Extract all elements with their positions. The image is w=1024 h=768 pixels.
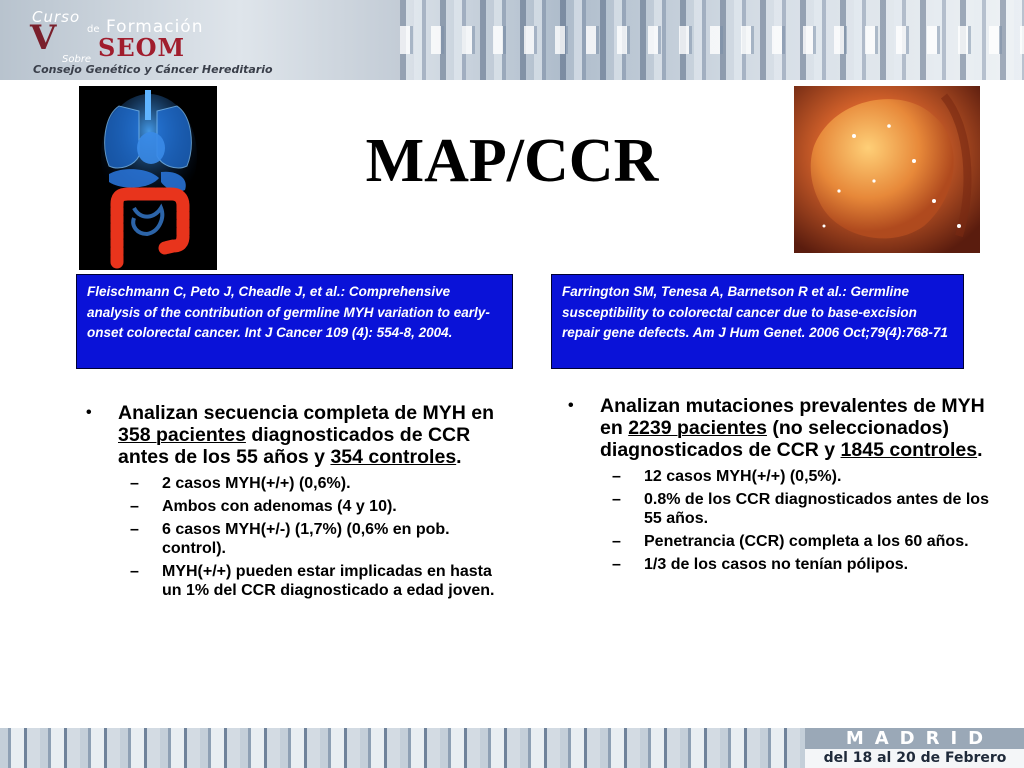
- left-patients-count: 358 pacientes: [118, 424, 246, 446]
- logo-subtitle: Consejo Genético y Cáncer Hereditario: [33, 63, 273, 76]
- list-item-text: MYH(+/+) pueden estar implicadas en hasta un 1% del CCR diagnosticado a edad joven.: [162, 563, 495, 599]
- endoscopy-illustration: [794, 86, 980, 253]
- reference-box-farrington: Farrington SM, Tenesa A, Barnetson R et al.: Germline susceptibility to colorectal cancer due to base-excision repair gene defects. Am J Hum Genet. 2006 Oct;79(4):768-71: [551, 274, 964, 369]
- list-item: [560, 490, 1000, 528]
- list-item: [78, 474, 498, 493]
- right-main-text-3: .: [977, 439, 983, 461]
- dash-marker: –: [130, 521, 139, 538]
- list-item-text: Ambos con adenomas (4 y 10).: [162, 498, 397, 515]
- logo-seom-text: SEOM: [98, 33, 186, 62]
- right-controls-count: 1845 controles: [840, 439, 978, 461]
- left-main-bullet: [78, 402, 498, 468]
- logo-de-text: de: [87, 24, 100, 35]
- bullet-dot: •: [86, 404, 92, 421]
- anatomy-illustration: [79, 86, 217, 270]
- footer-city: MADRID: [845, 728, 995, 749]
- right-sub-list: [560, 467, 1000, 574]
- left-study-summary: [78, 402, 498, 604]
- dash-marker: –: [612, 491, 621, 508]
- logo-formacion-text: Formación: [106, 17, 204, 37]
- list-item: [78, 497, 498, 516]
- dash-marker: –: [612, 533, 621, 550]
- left-main-text-1: Analizan secuencia completa de MYH en: [118, 402, 495, 424]
- list-item-text: 6 casos MYH(+/-) (1,7%) (0,6% en pob. control).: [162, 521, 450, 557]
- left-sub-list: [78, 474, 498, 600]
- dash-marker: –: [612, 556, 621, 573]
- list-item: [560, 555, 1000, 574]
- list-item-text: 12 casos MYH(+/+) (0,5%).: [644, 468, 842, 485]
- list-item-text: Penetrancia (CCR) completa a los 60 años.: [644, 533, 969, 550]
- logo-curso-text: Curso: [32, 8, 81, 26]
- dash-marker: –: [130, 475, 139, 492]
- anatomy-colon-image: [79, 86, 217, 270]
- right-main-text-1: Analizan mutaciones prevalentes de MYH en: [600, 395, 985, 439]
- left-main-text-2: diagnosticados de CCR antes de los 55 años y: [118, 424, 471, 468]
- right-study-summary: [560, 395, 1000, 578]
- right-main-bullet: [560, 395, 1000, 461]
- right-patients-count: 2239 pacientes: [628, 417, 767, 439]
- slide-title: MAP/CCR: [365, 127, 659, 195]
- list-item: [78, 562, 498, 600]
- logo-vs-mark: V: [30, 18, 53, 58]
- endoscopy-polyp-image: [794, 86, 980, 253]
- dash-marker: –: [130, 563, 139, 580]
- bullet-dot: •: [568, 397, 574, 414]
- list-item: [560, 532, 1000, 551]
- reference-box-fleischmann: Fleischmann C, Peto J, Cheadle J, et al.: Comprehensive analysis of the contribution of germline MYH variation to early-onset colorectal cancer. Int J Cancer 109 (4): 554-8, 2004.: [76, 274, 513, 369]
- list-item: [78, 520, 498, 558]
- list-item: [560, 467, 1000, 486]
- banner-decoration-band: [400, 26, 1024, 54]
- left-main-text-3: .: [456, 446, 462, 468]
- list-item-text: 0.8% de los CCR diagnosticados antes de los 55 años.: [644, 491, 989, 527]
- logo-sobre-text: Sobre: [62, 54, 92, 65]
- list-item-text: 2 casos MYH(+/+) (0,6%).: [162, 475, 351, 492]
- course-logo: [0, 0, 400, 80]
- left-controls-count: 354 controles: [330, 446, 457, 468]
- list-item-text: 1/3 de los casos no tenían pólipos.: [644, 556, 909, 573]
- footer-dates: del 18 al 20 de Febrero: [823, 750, 1007, 766]
- dash-marker: –: [130, 498, 139, 515]
- right-main-text-2: (no seleccionados) diagnosticados de CCR y: [600, 417, 949, 461]
- header-banner: [0, 0, 1024, 80]
- dash-marker: –: [612, 468, 621, 485]
